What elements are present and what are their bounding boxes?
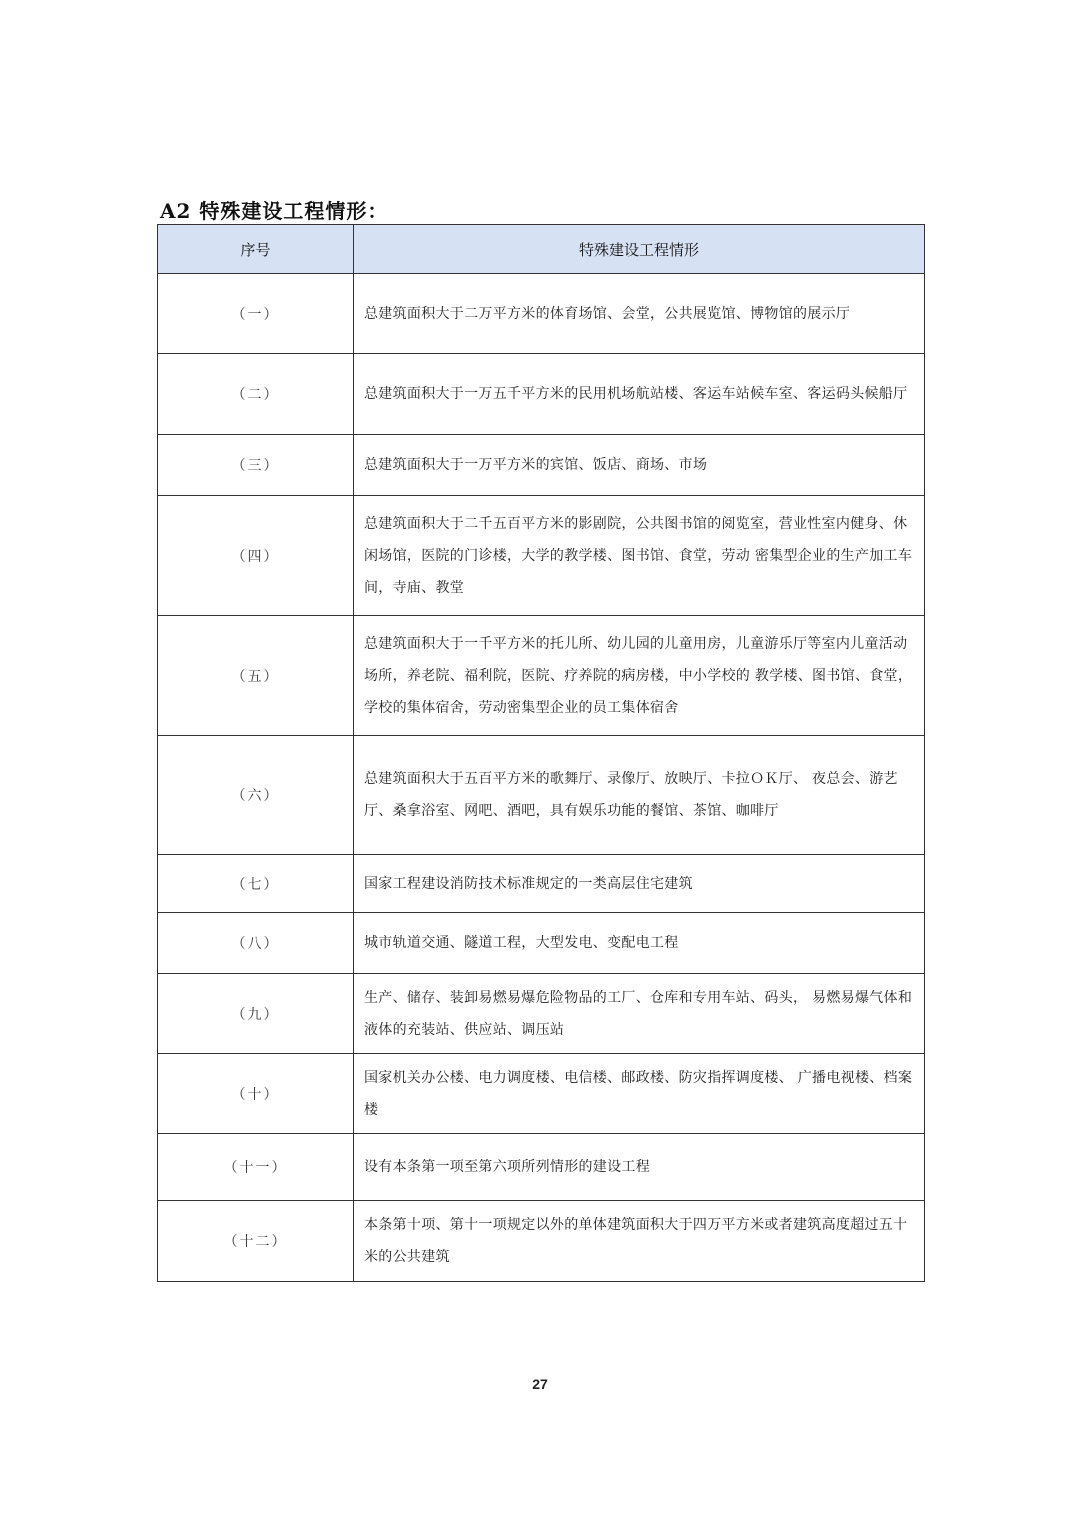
- table-row: [158, 974, 925, 1054]
- table-row: [158, 354, 925, 435]
- row-number: （六）: [158, 736, 354, 855]
- table-row: [158, 1201, 925, 1282]
- row-number: （三）: [158, 435, 354, 496]
- row-description: 总建筑面积大于二千五百平方米的影剧院，公共图书馆的阅览室，营业性室内健身、休闲场馆，医院的门诊楼，大学的教学楼、图书馆、食堂，劳动 密集型企业的生产加工车间，寺庙、教堂: [354, 496, 925, 616]
- row-description: 总建筑面积大于五百平方米的歌舞厅、录像厅、放映厅、卡拉ＯＫ厅、 夜总会、游艺厅、桑拿浴室、网吧、酒吧，具有娱乐功能的餐馆、茶馆、咖啡厅: [354, 736, 925, 855]
- header-number: 序号: [158, 225, 354, 274]
- row-description: 总建筑面积大于二万平方米的体育场馆、会堂，公共展览馆、博物馆的展示厅: [354, 274, 925, 354]
- table-row: [158, 913, 925, 974]
- row-number: （十二）: [158, 1201, 354, 1282]
- table-row: [158, 435, 925, 496]
- header-case: 特殊建设工程情形: [354, 225, 925, 274]
- row-description: 本条第十项、第十一项规定以外的单体建筑面积大于四万平方米或者建筑高度超过五十米的公共建筑: [354, 1201, 925, 1282]
- row-number: （五）: [158, 616, 354, 736]
- table-row: [158, 1054, 925, 1134]
- row-number: （十一）: [158, 1134, 354, 1201]
- row-number: （二）: [158, 354, 354, 435]
- row-number: （四）: [158, 496, 354, 616]
- row-number: （七）: [158, 855, 354, 913]
- row-number: （八）: [158, 913, 354, 974]
- special-cases-table: [157, 224, 925, 1282]
- row-number: （十）: [158, 1054, 354, 1134]
- row-description: 生产、储存、装卸易燃易爆危险物品的工厂、仓库和专用车站、码头， 易燃易爆气体和液体的充装站、供应站、调压站: [354, 974, 925, 1054]
- section-title: A2 特殊建设工程情形：: [160, 199, 389, 223]
- row-description: 国家机关办公楼、电力调度楼、电信楼、邮政楼、防灾指挥调度楼、 广播电视楼、档案楼: [354, 1054, 925, 1134]
- row-description: 总建筑面积大于一万五千平方米的民用机场航站楼、客运车站候车室、客运码头候船厅: [354, 354, 925, 435]
- row-description: 总建筑面积大于一千平方米的托儿所、幼儿园的儿童用房，儿童游乐厅等室内儿童活动场所，养老院、福利院，医院、疗养院的病房楼，中小学校的 教学楼、图书馆、食堂，学校的集体宿舍，劳动密集型企业的员工集体宿舍: [354, 616, 925, 736]
- row-description: 城市轨道交通、隧道工程，大型发电、变配电工程: [354, 913, 925, 974]
- table-row: [158, 496, 925, 616]
- row-number: （九）: [158, 974, 354, 1054]
- table-row: [158, 736, 925, 855]
- row-description: 总建筑面积大于一万平方米的宾馆、饭店、商场、市场: [354, 435, 925, 496]
- table-row: [158, 616, 925, 736]
- table-row: [158, 274, 925, 354]
- page-number: 27: [532, 1376, 548, 1392]
- table-row: [158, 1134, 925, 1201]
- row-number: （一）: [158, 274, 354, 354]
- row-description: 设有本条第一项至第六项所列情形的建设工程: [354, 1134, 925, 1201]
- row-description: 国家工程建设消防技术标准规定的一类高层住宅建筑: [354, 855, 925, 913]
- table-header-row: [158, 225, 925, 274]
- table-row: [158, 855, 925, 913]
